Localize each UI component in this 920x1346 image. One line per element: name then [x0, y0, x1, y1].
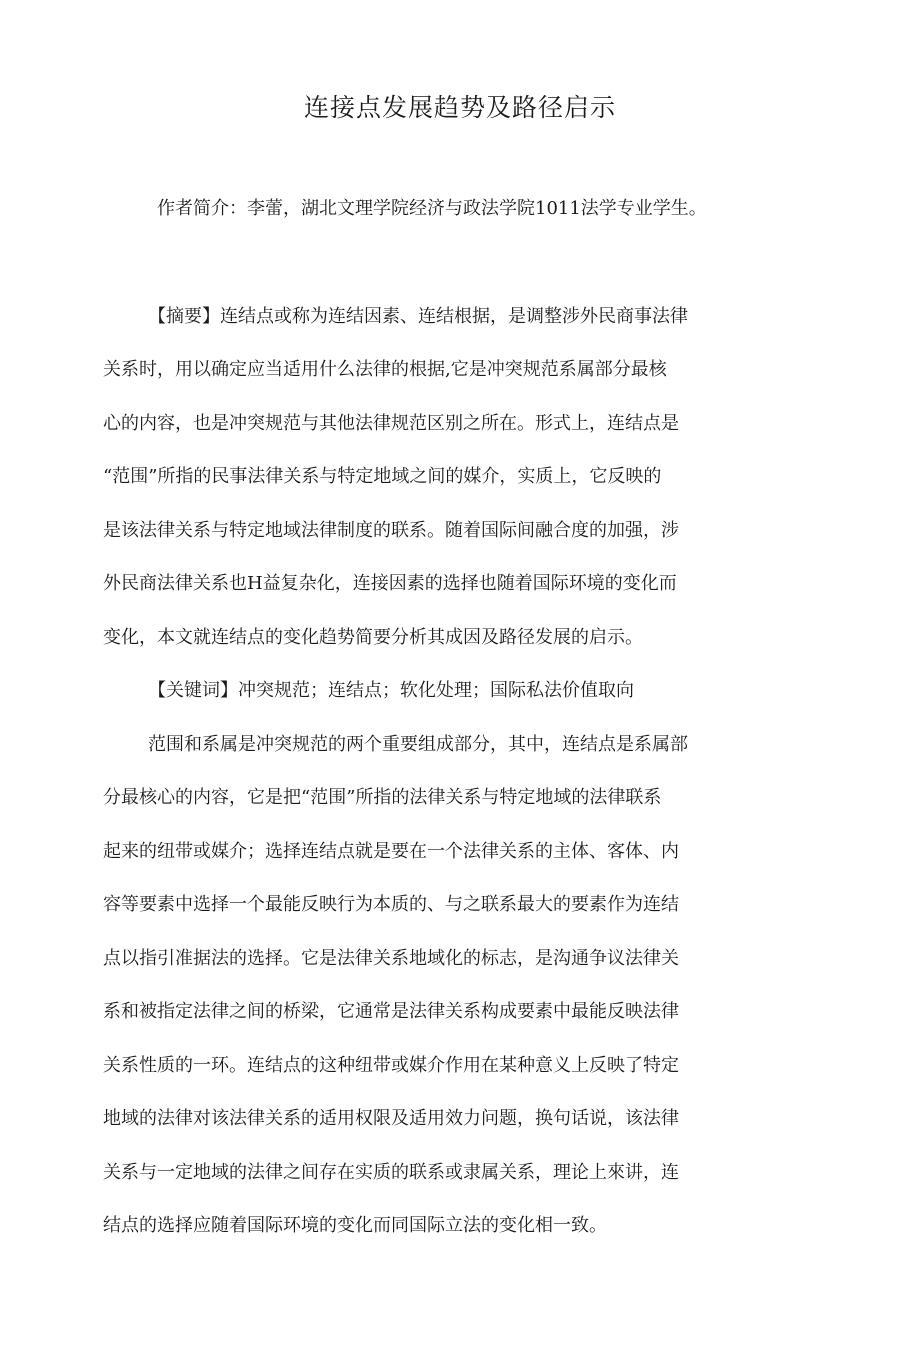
body-line: 起来的纽带或媒介；选择连结点就是要在一个法律关系的主体、客体、内: [103, 841, 679, 862]
keywords-line: 【关键词】冲突规范；连结点；软化处理；国际私法价值取向: [148, 680, 634, 701]
body-line: 容等要素中选择一个最能反映行为本质的、与之联系最大的要素作为连结: [103, 894, 679, 915]
abstract-line: 心的内容，也是冲突规范与其他法律规范区别之所在。形式上，连结点是: [103, 413, 679, 434]
body-line: 结点的选择应随着国际环境的变化而同国际立法的变化相一致。: [103, 1215, 607, 1236]
body-line: 系和被指定法律之间的桥梁，它通常是法律关系构成要素中最能反映法律: [103, 1001, 679, 1022]
body-line: 范围和系属是冲突规范的两个重要组成部分，其中，连结点是系属部: [148, 734, 688, 755]
document-title: 连接点发展趋势及路径启示: [303, 93, 616, 122]
abstract-line: 是该法律关系与特定地域法律制度的联系。随着国际间融合度的加强，涉: [103, 520, 679, 541]
abstract-line: “范围”所指的民事法律关系与特定地域之间的媒介，实质上，它反映的: [103, 466, 662, 487]
abstract-line: 关系时，用以确定应当适用什么法律的根据,它是冲突规范系属部分最核: [103, 359, 667, 380]
abstract-line: 外民商法律关系也H益复杂化，连接因素的选择也随着国际环境的变化而: [103, 573, 677, 594]
body-line: 分最核心的内容，它是把“范围”所指的法律关系与特定地域的法律联系: [103, 787, 662, 808]
abstract-line: 变化，本文就连结点的变化趋势简要分析其成因及路径发展的启示。: [103, 627, 643, 648]
body-line: 关系性质的一环。连结点的这种纽带或媒介作用在某种意义上反映了特定: [103, 1055, 679, 1076]
body-line: 地域的法律对该法律关系的适用权限及适用效力问题，换句话说，该法律: [103, 1108, 679, 1129]
abstract-line: 【摘要】连结点或称为连结因素、连结根据，是调整涉外民商事法律: [148, 306, 688, 327]
author-note: 作者简介：李蕾，湖北文理学院经济与政法学院1011法学专业学生。: [157, 198, 707, 219]
body-line: 关系与一定地域的法律之间存在实质的联系或隶属关系，理论上來讲，连: [103, 1162, 679, 1183]
body-line: 点以指引准据法的选择。它是法律关系地域化的标志，是沟通争议法律关: [103, 948, 679, 969]
